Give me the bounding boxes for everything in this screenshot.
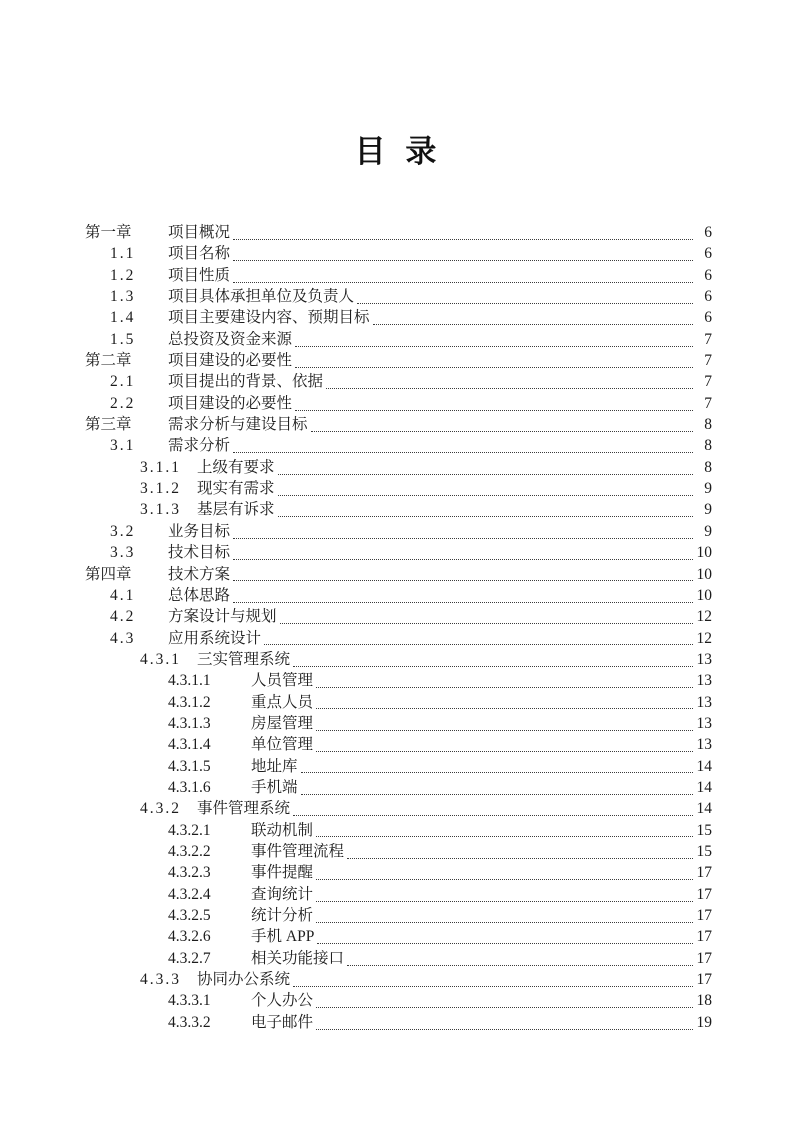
toc-entry-title: 总投资及资金来源 (168, 330, 293, 348)
toc-entry-number: 4.3.2.6 (168, 928, 211, 946)
toc-entry[interactable] (85, 564, 712, 585)
toc-entry-number: 第二章 (85, 352, 132, 370)
dot-leader (316, 1012, 693, 1030)
toc-entry-page: 13 (696, 714, 712, 732)
toc-entry[interactable] (85, 222, 712, 243)
toc-entry[interactable] (85, 756, 712, 777)
toc-entry-title: 个人办公 (251, 992, 314, 1010)
page-title: 目 录 (354, 134, 443, 169)
dot-leader (278, 499, 693, 517)
toc-entry-number: 1.5 (110, 330, 136, 348)
toc-entry-title: 电子邮件 (251, 1013, 314, 1031)
toc-entry[interactable] (85, 457, 712, 478)
toc-entry[interactable] (85, 862, 712, 883)
toc-entry-title: 项目概况 (168, 224, 231, 241)
dot-leader (233, 521, 693, 539)
toc-entry-title: 手机 APP (251, 928, 315, 946)
toc-entry-number: 1.2 (110, 266, 136, 284)
toc-entry[interactable] (85, 734, 712, 755)
dot-leader (295, 329, 693, 347)
toc-entry-title: 应用系统设计 (168, 629, 262, 647)
toc-entry-number: 2.1 (110, 373, 136, 391)
toc-entry[interactable] (85, 329, 712, 350)
toc-entry[interactable] (85, 521, 712, 542)
toc-entry[interactable] (85, 371, 712, 392)
toc-entry-title: 事件管理流程 (251, 842, 345, 860)
toc-entry[interactable] (85, 585, 712, 606)
toc-entry-title: 项目提出的背景、依据 (168, 373, 324, 391)
toc-entry-title: 协同办公系统 (197, 971, 291, 989)
toc-entry-title: 相关功能接口 (251, 949, 345, 967)
toc-entry-page: 14 (696, 757, 712, 775)
toc-entry-number: 1.1 (110, 245, 136, 263)
toc-entry-number: 3.1.2 (140, 480, 181, 498)
toc-entry-page: 7 (704, 394, 712, 412)
toc-entry[interactable] (85, 692, 712, 713)
dot-leader (233, 564, 693, 582)
toc-entry[interactable] (85, 243, 712, 264)
dot-leader (316, 734, 693, 752)
dot-leader (293, 798, 693, 816)
toc-entry-number: 4.3.1.1 (168, 672, 211, 690)
dot-leader (293, 969, 693, 987)
toc-entry-number: 4.3 (110, 629, 136, 647)
toc-entry-title: 地址库 (251, 757, 298, 775)
toc-entry-number: 4.3.2.2 (168, 842, 211, 860)
dot-leader (301, 777, 693, 795)
dot-leader (278, 478, 693, 496)
toc-entry-title: 技术目标 (168, 544, 231, 562)
toc-entry-page: 14 (696, 778, 712, 796)
toc-entry[interactable] (85, 798, 712, 819)
toc-entry-number: 4.3.2.4 (168, 885, 211, 903)
toc-entry-number: 3.3 (110, 544, 136, 562)
toc-entry-title: 需求分析与建设目标 (168, 416, 308, 434)
toc-entry-page: 6 (704, 266, 712, 284)
toc-entry[interactable] (85, 307, 712, 328)
dot-leader (373, 307, 693, 325)
toc-entry-page: 17 (696, 885, 712, 903)
toc-entry-number: 第三章 (85, 416, 132, 434)
dot-leader (295, 350, 693, 368)
dot-leader (233, 585, 693, 603)
toc-entry[interactable] (85, 435, 712, 456)
dot-leader (295, 393, 693, 411)
toc-entry-page: 15 (696, 821, 712, 839)
toc-entry-number: 4.3.3.1 (168, 992, 211, 1010)
dot-leader (280, 606, 693, 624)
toc-entry-title: 手机端 (251, 778, 298, 796)
toc-entry-title: 项目建设的必要性 (168, 352, 293, 370)
toc-entry-number: 3.1.1 (140, 458, 181, 476)
dot-leader (317, 926, 693, 944)
toc-entry-number: 1.3 (110, 288, 136, 306)
dot-leader (233, 542, 693, 560)
toc-entry[interactable] (85, 884, 712, 905)
toc-entry-title: 现实有需求 (197, 480, 275, 498)
dot-leader (264, 628, 693, 646)
toc-entry-title: 项目性质 (168, 266, 231, 284)
toc-entry-title: 业务目标 (168, 522, 231, 540)
toc-entry-title: 联动机制 (251, 821, 314, 839)
toc-entry-page: 13 (696, 693, 712, 711)
toc-entry-title: 技术方案 (168, 565, 231, 583)
toc-entry-page: 10 (696, 544, 712, 562)
toc-entry[interactable] (85, 948, 712, 969)
toc-entry-title: 事件管理系统 (197, 800, 291, 818)
toc-entry-number: 4.3.1.6 (168, 778, 211, 796)
dot-leader (233, 265, 693, 283)
toc-entry-title: 人员管理 (251, 672, 314, 690)
toc-entry[interactable] (85, 628, 712, 649)
toc-entry-number: 3.1.3 (140, 501, 181, 519)
toc-entry[interactable] (85, 542, 712, 563)
toc-entry-title: 三实管理系统 (197, 650, 291, 668)
toc-entry[interactable] (85, 990, 712, 1011)
toc-entry-page: 17 (696, 928, 712, 946)
toc-entry-title: 房屋管理 (251, 714, 314, 732)
dot-leader (233, 243, 693, 261)
toc-entry-number: 3.1 (110, 437, 136, 455)
toc-entry-title: 项目具体承担单位及负责人 (168, 288, 355, 306)
toc-entry-page: 6 (704, 288, 712, 306)
toc-entry-page: 8 (704, 437, 712, 455)
toc-entry[interactable] (85, 606, 712, 627)
toc-entry-number: 1.4 (110, 309, 136, 327)
dot-leader (293, 649, 693, 667)
toc-entry-page: 12 (696, 629, 712, 647)
toc-entry[interactable] (85, 1012, 712, 1033)
toc-entry-title: 查询统计 (251, 885, 314, 903)
toc-entry[interactable] (85, 393, 712, 414)
toc-entry-title: 总体思路 (168, 586, 231, 604)
toc-entry-number: 4.1 (110, 586, 136, 604)
toc-entry-number: 2.2 (110, 394, 136, 412)
toc-entry-title: 重点人员 (251, 693, 314, 711)
toc-entry-title: 事件提醒 (251, 864, 314, 882)
toc-entry-number: 4.3.2.3 (168, 864, 211, 882)
toc-entry-page: 14 (696, 800, 712, 818)
toc-entry[interactable] (85, 905, 712, 926)
toc-entry-title: 单位管理 (251, 736, 314, 754)
toc-entry-title: 项目名称 (168, 245, 231, 263)
toc-entry-page: 8 (704, 458, 712, 476)
toc-entry-page: 15 (696, 842, 712, 860)
toc-entry-page: 10 (696, 586, 712, 604)
toc-entry[interactable] (85, 841, 712, 862)
toc-entry-number: 4.3.2.1 (168, 821, 211, 839)
toc-entry[interactable] (85, 713, 712, 734)
toc-entry-page: 10 (696, 565, 712, 583)
toc-entry-title: 统计分析 (251, 907, 314, 924)
toc-entry[interactable] (85, 820, 712, 841)
toc-entry-page: 6 (704, 245, 712, 263)
dot-leader (347, 948, 693, 966)
dot-leader (233, 222, 693, 240)
toc-entry-number: 第一章 (85, 224, 132, 241)
toc-entry-page: 6 (704, 309, 712, 327)
toc-entry-number: 4.3.2.5 (168, 907, 211, 924)
toc-entry-title: 需求分析 (168, 437, 231, 455)
toc-entry-page: 17 (696, 971, 712, 989)
toc-entry-number: 4.3.2.7 (168, 949, 211, 967)
toc-entry-page: 18 (696, 992, 712, 1010)
toc-entry-page: 7 (704, 330, 712, 348)
toc-entry[interactable] (85, 286, 712, 307)
toc-entry[interactable] (85, 478, 712, 499)
toc-entry[interactable] (85, 499, 712, 520)
toc-entry-title: 基层有诉求 (197, 501, 275, 519)
toc-entry[interactable] (85, 777, 712, 798)
dot-leader (357, 286, 693, 304)
toc-entry-page: 13 (696, 736, 712, 754)
dot-leader (316, 713, 693, 731)
toc-entry[interactable] (85, 350, 712, 371)
toc-entry-number: 4.3.3 (140, 971, 181, 989)
dot-leader (278, 457, 693, 475)
dot-leader (316, 884, 693, 902)
toc-entry-number: 4.3.1.3 (168, 714, 211, 732)
table-of-contents (85, 222, 712, 1033)
dot-leader (311, 414, 693, 432)
toc-entry[interactable] (85, 926, 712, 947)
toc-entry-number: 4.3.1 (140, 650, 181, 668)
toc-entry-number: 4.3.1.4 (168, 736, 211, 754)
dot-leader (301, 756, 693, 774)
toc-entry-title: 上级有要求 (197, 458, 275, 476)
toc-entry[interactable] (85, 649, 712, 670)
toc-entry-page: 13 (696, 650, 712, 668)
toc-entry-number: 3.2 (110, 522, 136, 540)
toc-entry-page: 9 (704, 480, 712, 498)
toc-entry-page: 7 (704, 352, 712, 370)
toc-entry[interactable] (85, 670, 712, 691)
dot-leader (233, 435, 693, 453)
toc-entry[interactable] (85, 265, 712, 286)
toc-entry-number: 4.3.2 (140, 800, 181, 818)
dot-leader (316, 820, 693, 838)
toc-entry-title: 方案设计与规划 (168, 608, 277, 626)
toc-entry-page: 7 (704, 373, 712, 391)
toc-entry-title: 项目建设的必要性 (168, 394, 293, 412)
toc-entry-page: 17 (696, 949, 712, 967)
toc-entry-number: 第四章 (85, 565, 132, 583)
toc-entry-number: 4.2 (110, 608, 136, 626)
dot-leader (326, 371, 693, 389)
toc-entry-page: 9 (704, 522, 712, 540)
toc-entry-number: 4.3.1.5 (168, 757, 211, 775)
toc-entry-title: 项目主要建设内容、预期目标 (168, 309, 370, 327)
dot-leader (316, 905, 693, 923)
toc-entry-number: 4.3.3.2 (168, 1013, 211, 1031)
toc-entry-page: 8 (704, 416, 712, 434)
toc-entry-number: 4.3.1.2 (168, 693, 211, 711)
toc-entry-page: 17 (696, 864, 712, 882)
dot-leader (316, 862, 693, 880)
toc-entry-page: 6 (704, 224, 712, 241)
dot-leader (316, 990, 693, 1008)
toc-entry-page: 9 (704, 501, 712, 519)
dot-leader (347, 841, 693, 859)
dot-leader (316, 692, 693, 710)
toc-entry-page: 12 (696, 608, 712, 626)
dot-leader (316, 670, 693, 688)
toc-entry[interactable] (85, 969, 712, 990)
toc-entry-page: 13 (696, 672, 712, 690)
toc-entry-page: 19 (696, 1013, 712, 1031)
toc-entry[interactable] (85, 414, 712, 435)
toc-entry-page: 17 (696, 907, 712, 924)
